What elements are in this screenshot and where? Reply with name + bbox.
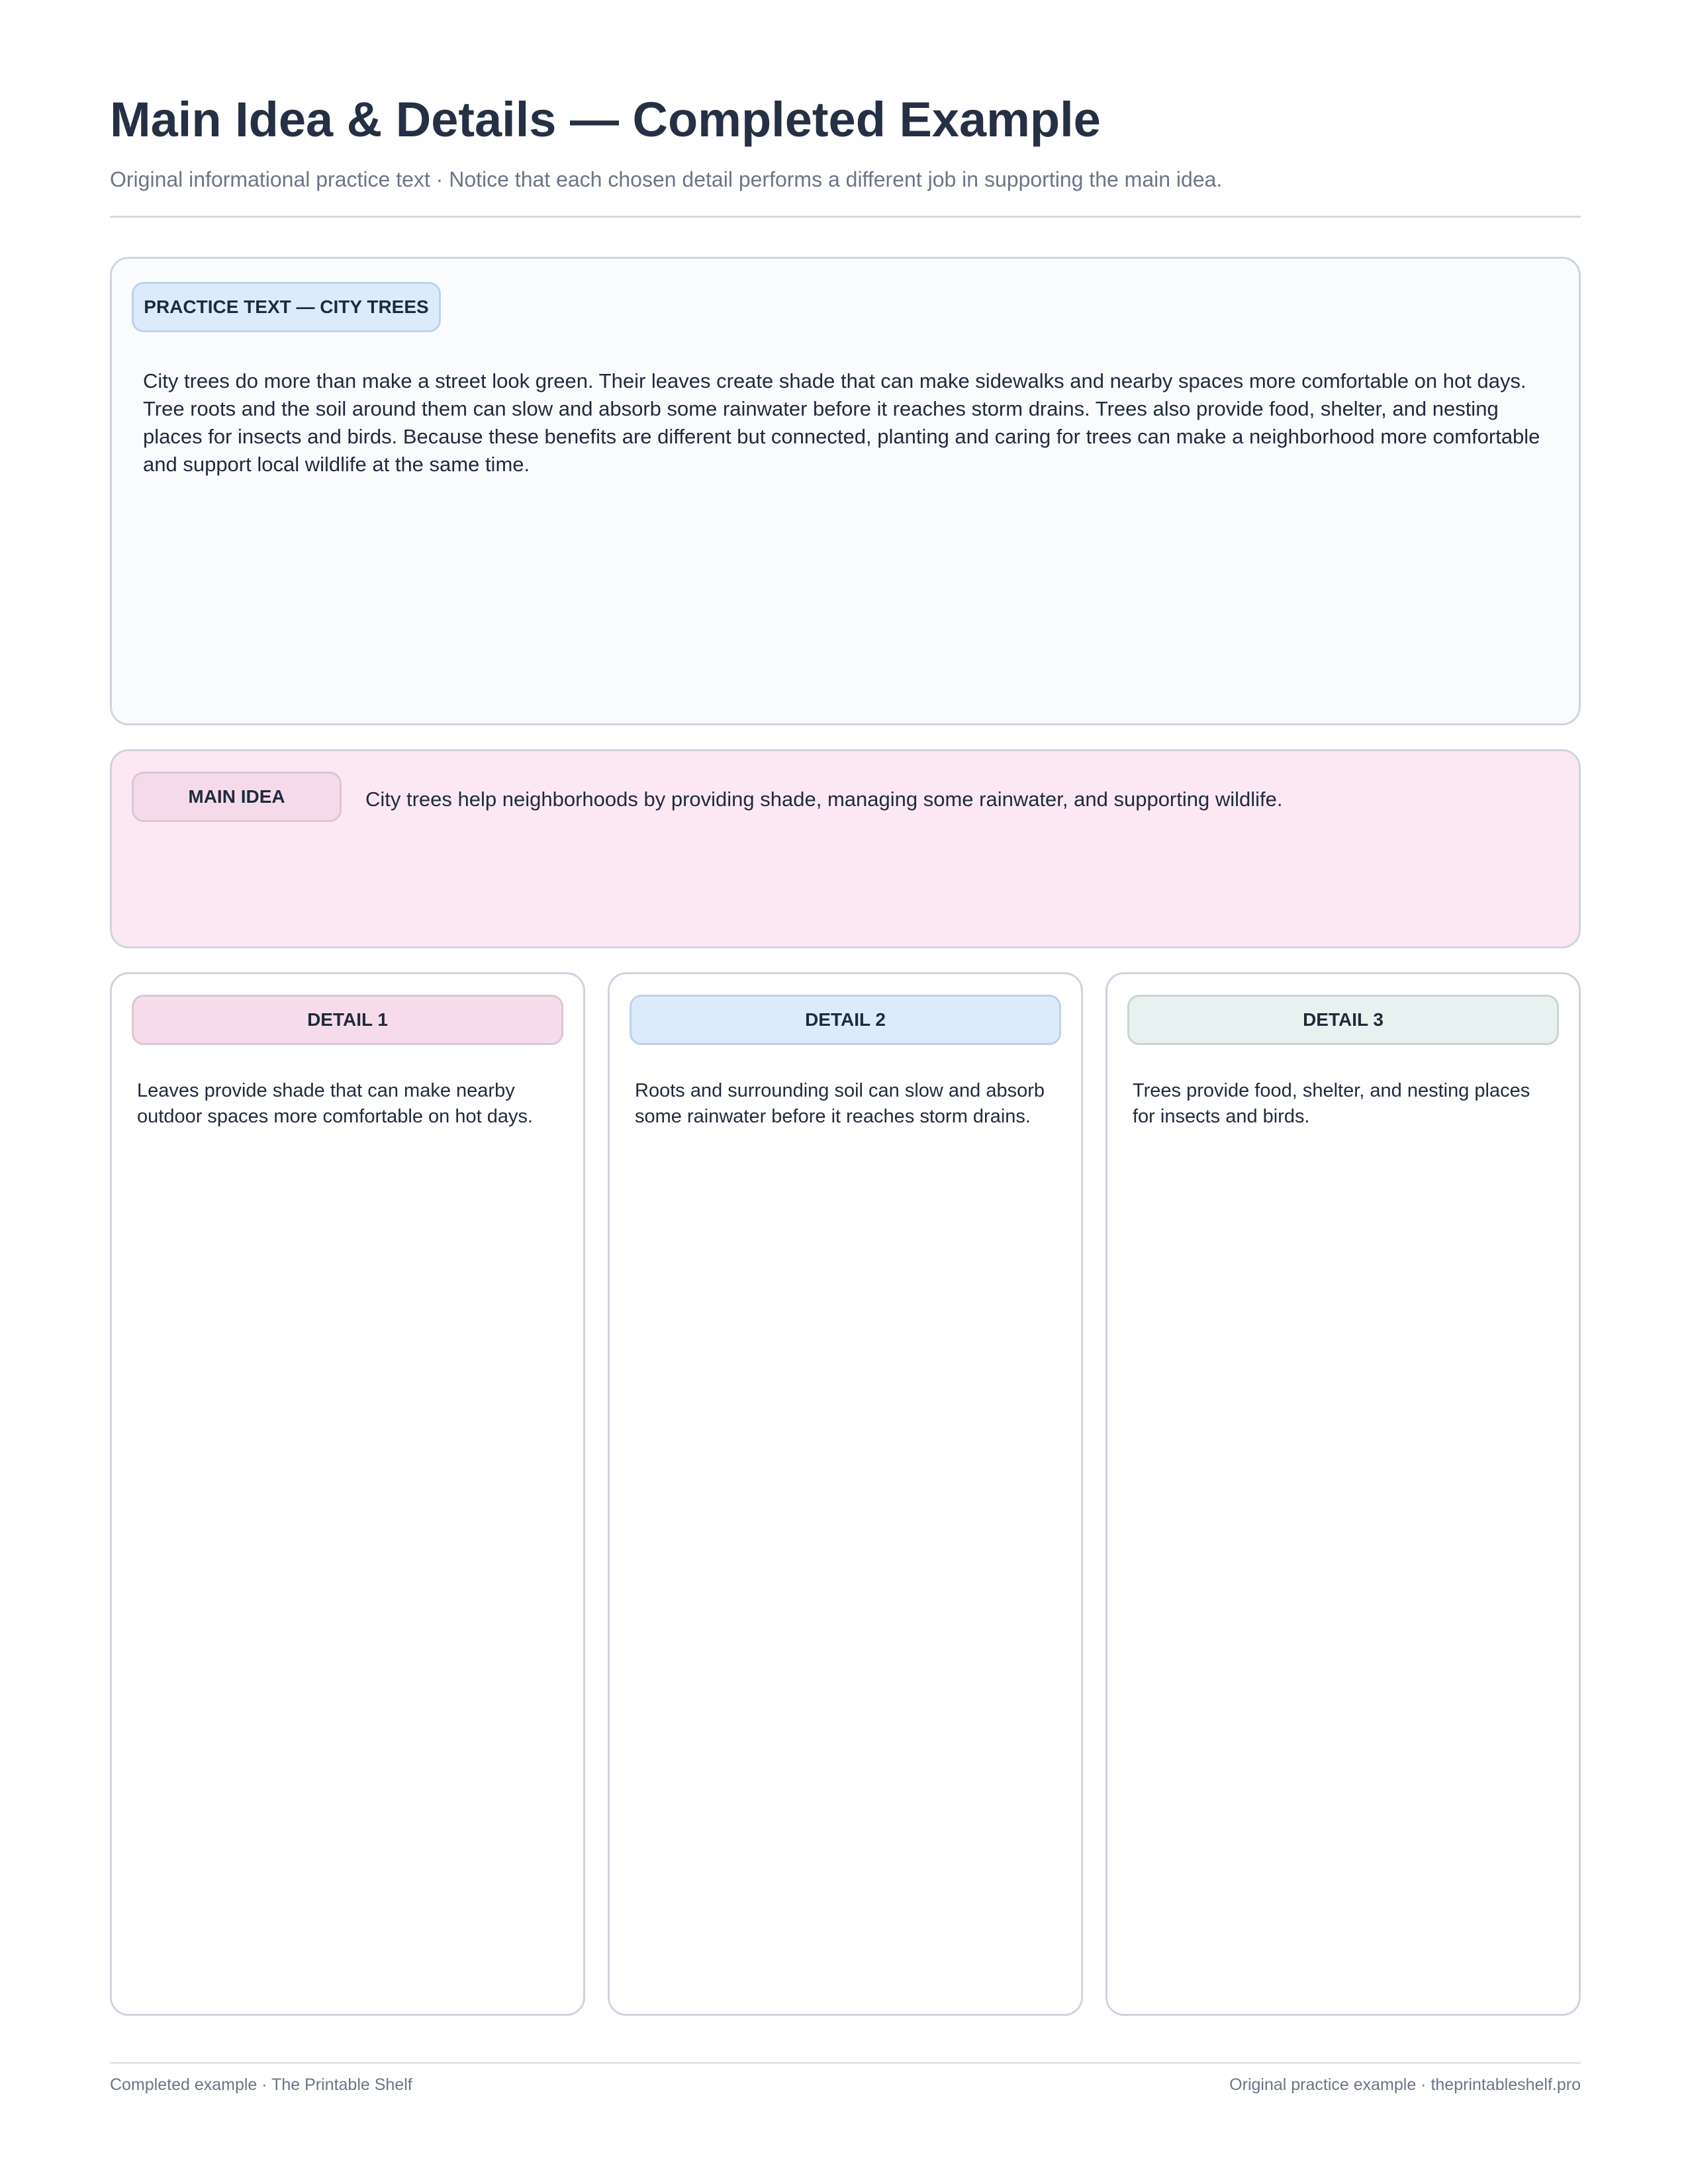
detail-2-text: Roots and surrounding soil can slow and absorb some rainwater before it reaches storm drains. (635, 1080, 1045, 1127)
detail-1-panel (110, 972, 585, 2016)
detail-2-label: DETAIL 2 (630, 995, 1061, 1045)
practice-text-body: City trees do more than make a street look green. Their leaves create shade that can make sidewalks and nearby spaces more comfortable on hot days. Tree roots and the soil around them can slow and absorb some rainwater before it reaches storm drains. Trees also provide food, shelter, and nesting places for insects and birds. Because these benefits are different but connected, planting and caring for trees can make a neighborhood more comfortable and support local wildlife at the same time. (143, 369, 1540, 476)
main-idea-panel (110, 749, 1581, 948)
detail-3-text: Trees provide food, shelter, and nesting places for insects and birds. (1133, 1080, 1530, 1127)
detail-3-label: DETAIL 3 (1127, 995, 1559, 1045)
detail-3-panel (1105, 972, 1581, 2016)
footer-right-text: Original practice example · theprintableshelf.pro (1229, 2075, 1581, 2094)
detail-2-panel (608, 972, 1083, 2016)
footer-divider (110, 2062, 1581, 2064)
footer-left-text: Completed example · The Printable Shelf (110, 2075, 412, 2094)
main-idea-label: MAIN IDEA (132, 772, 342, 822)
page-title: Main Idea & Details — Completed Example (110, 92, 1101, 147)
main-idea-text: City trees help neighborhoods by providing shade, managing some rainwater, and supporting wildlife. (365, 788, 1283, 811)
detail-1-label: DETAIL 1 (132, 995, 563, 1045)
practice-text-label: PRACTICE TEXT — CITY TREES (132, 282, 441, 332)
detail-1-text: Leaves provide shade that can make nearby outdoor spaces more comfortable on hot days. (137, 1080, 534, 1127)
page-subtitle: Original informational practice text · Notice that each chosen detail performs a different job in supporting the main idea. (110, 167, 1223, 191)
header-divider (110, 216, 1581, 218)
practice-text-panel (110, 257, 1581, 725)
